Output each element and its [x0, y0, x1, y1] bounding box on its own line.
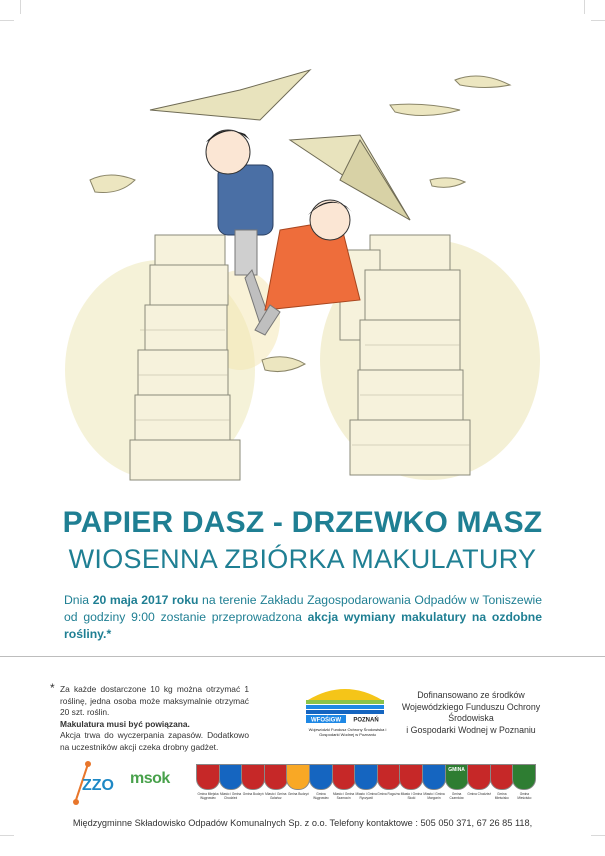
- crest-gmina-label: GMINA: [448, 767, 465, 773]
- crest-item: [490, 764, 514, 800]
- info-text: na terenie Zakładu Zagospodarowania Odpadów w Toniszewie od godziny 9:00 zostanie przeprowadzona: [64, 593, 542, 624]
- crest-item: [264, 764, 288, 800]
- footnote-star: *: [50, 681, 55, 695]
- event-info: [64, 592, 542, 643]
- footnote-text: Za każde dostarczone 10 kg można otrzymać 1 roślinę, jedna osoba może maksymalnie otrzymać 20 szt. roślin.: [60, 684, 249, 718]
- crest-item: [332, 764, 356, 800]
- crest-name: Gmina Mieścisko: [517, 792, 532, 800]
- crest-shield-icon: [264, 764, 288, 790]
- crest-name: Miasto i Gmina Gołańcz: [265, 792, 287, 800]
- trim-mark: [591, 835, 605, 836]
- crest-item: [467, 764, 491, 796]
- crest-shield-icon: [512, 764, 536, 790]
- crest-item: [219, 764, 243, 800]
- title-main: PAPIER DASZ - DRZEWKO MASZ: [62, 506, 543, 539]
- footer-contact: Międzygminne Składowisko Odpadów Komunalnych Sp. z o.o. Telefony kontaktowe : 505 050 371, 67 26 85 118,: [72, 818, 533, 828]
- footnote-text: Akcja trwa do wyczerpania zapasów. Dodatkowo na uczestników akcji czeka drobny gadżet.: [60, 730, 249, 752]
- crest-shield-icon: [309, 764, 333, 790]
- crest-item: [309, 764, 333, 800]
- trim-mark: [20, 0, 21, 14]
- zzo-logo: [66, 760, 124, 810]
- crest-shield-icon: [399, 764, 423, 790]
- paper-plane: [150, 70, 410, 220]
- crest-shield-icon: [467, 764, 491, 790]
- divider: [0, 656, 605, 657]
- crest-shield-icon: [354, 764, 378, 790]
- trim-mark: [0, 20, 14, 21]
- illustration-paper-stacks: [40, 30, 570, 500]
- crest-name: Gmina Czarnków: [449, 792, 464, 800]
- trim-mark: [0, 835, 14, 836]
- crest-name: Gmina Budzyń: [242, 792, 264, 796]
- municipality-crests: [196, 764, 536, 814]
- funding-line: Wojewódzkiego Funduszu Ochrony Środowiska: [401, 701, 541, 723]
- funding-line: Dofinansowano ze środków: [417, 690, 525, 700]
- footnote: [50, 681, 249, 754]
- crest-item: [196, 764, 220, 800]
- funding-line: i Gospodarki Wodnej w Poznaniu: [406, 724, 536, 735]
- trim-mark: [584, 0, 585, 14]
- crest-item: [354, 764, 378, 800]
- crest-name: Gmina Chodzież: [467, 792, 491, 796]
- crest-shield-icon: [490, 764, 514, 790]
- crest-name: Miasto i Gmina Chodzież: [219, 792, 242, 800]
- wfos-logo-left: WFOŚiGW: [311, 717, 341, 724]
- crest-item: [445, 764, 469, 800]
- crest-shield-icon: [219, 764, 243, 790]
- event-action: akcja wymiany makulatury na ozdobne rośliny.*: [64, 610, 543, 641]
- title-subtitle: WIOSENNA ZBIÓRKA MAKULATURY: [68, 544, 537, 574]
- crest-item: [422, 764, 446, 800]
- msok-logo: msok: [130, 770, 170, 787]
- crest-name: Miasto i Gmina Skoki: [400, 792, 423, 800]
- crest-name: Miasto i Gmina Margonin: [423, 792, 445, 800]
- crest-item: [377, 764, 401, 796]
- crest-shield-icon: [196, 764, 220, 790]
- crest-item: [512, 764, 536, 800]
- trim-mark: [591, 20, 605, 21]
- crest-item: [241, 764, 265, 796]
- crest-shield-icon: [332, 764, 356, 790]
- crest-shield-icon: [377, 764, 401, 790]
- crest-name: Miasto i Gmina Ryczywół: [355, 792, 377, 800]
- crest-shield-icon: [241, 764, 265, 790]
- paper-stack-right: [340, 235, 470, 475]
- crest-name: Gmina Miejska Wągrowiec: [197, 792, 219, 800]
- crest-name: Gmina Rogoźno: [377, 792, 401, 796]
- crest-shield-icon: [422, 764, 446, 790]
- crest-shield-icon: [445, 764, 469, 790]
- event-date: 20 maja 2017 roku: [92, 593, 199, 607]
- footnote-bold: Makulatura musi być powiązana.: [60, 718, 190, 729]
- crest-name: Gmina Mieścisko: [494, 792, 509, 800]
- info-text: Dnia: [64, 593, 93, 607]
- wfos-caption: Wojewódzki Fundusz Ochrony Środowiska i Gospodarki Wodnej w Poznaniu: [308, 727, 387, 737]
- crest-name: Miasto i Gmina Szamocin: [332, 792, 355, 800]
- funding-info: [386, 690, 556, 736]
- zzo-logo-text: ZZO: [82, 777, 114, 794]
- crest-name: Gmina Budzyń: [287, 792, 309, 796]
- wfos-logo-right: POZNAŃ: [353, 717, 379, 724]
- crest-name: Gmina Wągrowiec: [313, 792, 329, 800]
- crest-item: [286, 764, 310, 796]
- crest-item: [399, 764, 423, 800]
- crest-shield-icon: [286, 764, 310, 790]
